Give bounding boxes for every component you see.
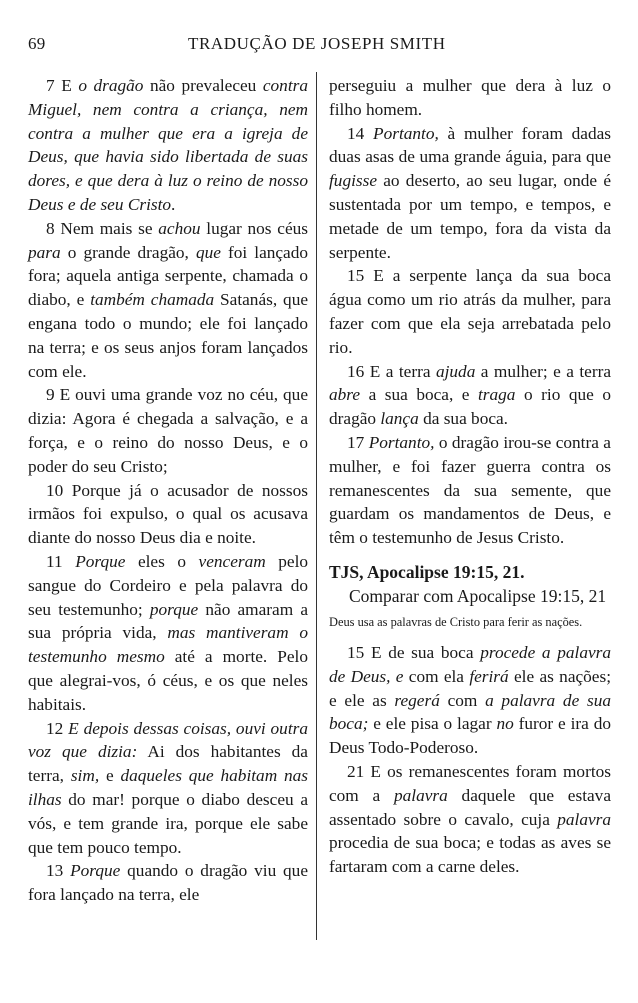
section-compare-reference: Comparar com Apocalipse 19:15, 21 — [349, 585, 607, 606]
verse-paragraph — [329, 431, 611, 550]
left-column — [28, 74, 308, 907]
right-column-bottom — [329, 641, 611, 879]
text-run: 10 Porque já o acusador de nossos irmãos foi expulso, o qual os acusava diante do nosso Deus dia e noite. — [28, 480, 308, 548]
text-run: Ai dos habitantes da terra, — [28, 742, 308, 786]
text-run: 15 E a serpente lança da sua boca água como um rio atrás da mulher, para fazer com que ela seja arrebatada pelo rio. — [329, 266, 611, 357]
italic-text-run: no — [496, 714, 514, 734]
italic-text-run: também chamada — [90, 290, 215, 310]
verse-paragraph — [28, 859, 308, 907]
italic-text-run: Portanto, — [368, 432, 435, 452]
text-run: com — [439, 690, 486, 710]
verse-paragraph — [28, 217, 308, 384]
italic-text-run: ajuda — [435, 361, 476, 381]
text-run: até a morte. Pelo que alegrai-vos, ó céus, e os que neles habitais. — [28, 647, 308, 714]
text-run: a mulher; e a terra — [475, 361, 612, 381]
italic-text-run: ferirá — [469, 666, 509, 686]
verse-paragraph — [28, 717, 308, 860]
text-run: o dragão irou-se contra a mulher, e foi fazer guerra contra os remanescentes da sua semente, que guardam os mandamentos de Deus, e têm o testemunho de Jesus Cristo. — [329, 432, 611, 548]
text-run: o rio que o dragão — [329, 385, 611, 429]
text-run: 14 — [347, 123, 374, 143]
italic-text-run: palavra — [394, 785, 448, 805]
page-header — [28, 34, 610, 62]
right-column — [329, 74, 611, 879]
italic-text-run: regerá — [394, 690, 440, 710]
verse-paragraph — [28, 383, 308, 478]
text-run: eles o — [125, 551, 199, 571]
italic-text-run: E depois dessas coisas, ouvi outra voz que dizia: — [28, 718, 308, 762]
italic-text-run: Porque — [75, 551, 126, 571]
text-run: à mulher foram dadas duas asas de uma grande águia, para que — [329, 123, 611, 167]
text-run: quando o dragão viu que fora lançado na terra, ele — [28, 861, 308, 905]
text-run: 13 — [46, 861, 71, 881]
italic-text-run: o dragão — [78, 76, 144, 95]
text-run: 12 — [46, 718, 69, 738]
text-run: 15 E de sua boca — [347, 642, 481, 662]
page-number: 69 — [28, 34, 46, 53]
running-title: TRADUÇÃO DE JOSEPH SMITH — [188, 34, 446, 53]
text-run: não amaram a sua própria vida, — [28, 599, 309, 643]
verse-paragraph — [329, 760, 611, 879]
text-run: e — [99, 766, 121, 786]
italic-text-run: procede a palavra de Deus, e — [329, 642, 611, 686]
italic-text-run: mas mantiveram o testemunho mesmo — [28, 623, 308, 667]
italic-text-run: venceram — [198, 551, 266, 571]
italic-text-run: traga — [478, 385, 516, 405]
text-run: da sua boca. — [418, 409, 508, 429]
text-run: . — [171, 194, 176, 214]
text-run: o grande dragão, — [60, 242, 196, 262]
verse-paragraph — [329, 360, 611, 431]
text-run: com ela — [403, 666, 470, 686]
text-run: não prevaleceu — [143, 76, 263, 95]
text-run: 16 E a terra — [347, 361, 436, 381]
verse-paragraph — [329, 264, 611, 359]
italic-text-run: sim, — [70, 766, 100, 786]
section-heading: TJS, Apocalipse 19:15, 21. — [329, 561, 525, 582]
verse-paragraph — [329, 641, 611, 760]
italic-text-run: Portanto, — [373, 123, 439, 143]
text-run: daquele que estava assentado sobre o cavalo, cuja — [329, 785, 611, 829]
text-run: 17 — [347, 432, 369, 452]
text-run: 7 E — [46, 76, 79, 95]
italic-text-run: achou — [158, 218, 201, 238]
italic-text-run: que — [195, 242, 221, 262]
verse-paragraph — [329, 122, 611, 265]
text-run: 21 E os remanescentes foram mortos com a — [329, 761, 611, 805]
text-run: pelo sangue do Cordeiro e pela palavra do seu testemunho; — [28, 551, 309, 619]
text-run: 9 E ouvi uma grande voz no céu, que dizia: Agora é chegada a salvação, e a força, e o reino do nosso Deus, e o poder do seu Cristo; — [28, 385, 308, 476]
text-run: ele as nações; e ele as — [329, 666, 611, 710]
text-run: procedia de sua boca; e todas as aves se fartaram com a carne deles. — [329, 833, 611, 877]
section-summary-note: Deus usa as palavras de Cristo para ferir as nações. — [329, 614, 583, 629]
verse-paragraph — [329, 74, 611, 122]
text-run: foi lançado fora; aquela antiga serpente, chamada o diabo, e — [28, 242, 309, 310]
text-run: 11 — [46, 551, 76, 571]
text-run: e ele pisa o lagar — [368, 714, 497, 734]
verse-paragraph — [28, 479, 308, 550]
italic-text-run: fugisse — [329, 171, 378, 191]
text-run: a sua boca, e — [360, 385, 478, 405]
text-run: ao deserto, ao seu lugar, onde é sustentada por um tempo, e tempos, e metade de um tempo, fora da vista da serpente. — [329, 171, 611, 262]
italic-text-run: lança — [380, 409, 419, 429]
text-run: perseguiu a mulher que dera à luz o filho homem. — [329, 76, 611, 119]
italic-text-run: para — [28, 242, 61, 262]
text-run: lugar nos céus — [200, 218, 308, 238]
italic-text-run: palavra — [557, 809, 611, 829]
italic-text-run: daqueles que habitam nas ilhas — [28, 766, 309, 809]
italic-text-run: a palavra de sua boca; — [329, 690, 611, 734]
italic-text-run: abre — [329, 385, 361, 405]
right-column-top — [329, 74, 611, 550]
verse-paragraph — [28, 74, 308, 217]
text-run: Satanás, que engana todo o mundo; ele foi lançado na terra; e os seus anjos foram lançados com ele. — [28, 290, 309, 381]
text-run: furor e ira do Deus Todo-Poderoso. — [329, 714, 611, 758]
text-run: do mar! porque o diabo desceu a vós, e tem grande ira, porque ele sabe que tem pouco tempo. — [28, 789, 308, 857]
verse-paragraph — [28, 550, 308, 717]
italic-text-run: porque — [149, 599, 199, 619]
text-run: 8 Nem mais se — [46, 218, 159, 238]
italic-text-run: Porque — [70, 861, 121, 881]
italic-text-run: contra Miguel, nem contra a criança, nem contra a mulher que era a igreja de Deus, que havia sido libertada de suas dores, e que dera à luz o reino de nosso Deus e de seu Cristo — [28, 76, 308, 214]
column-divider — [316, 72, 317, 940]
